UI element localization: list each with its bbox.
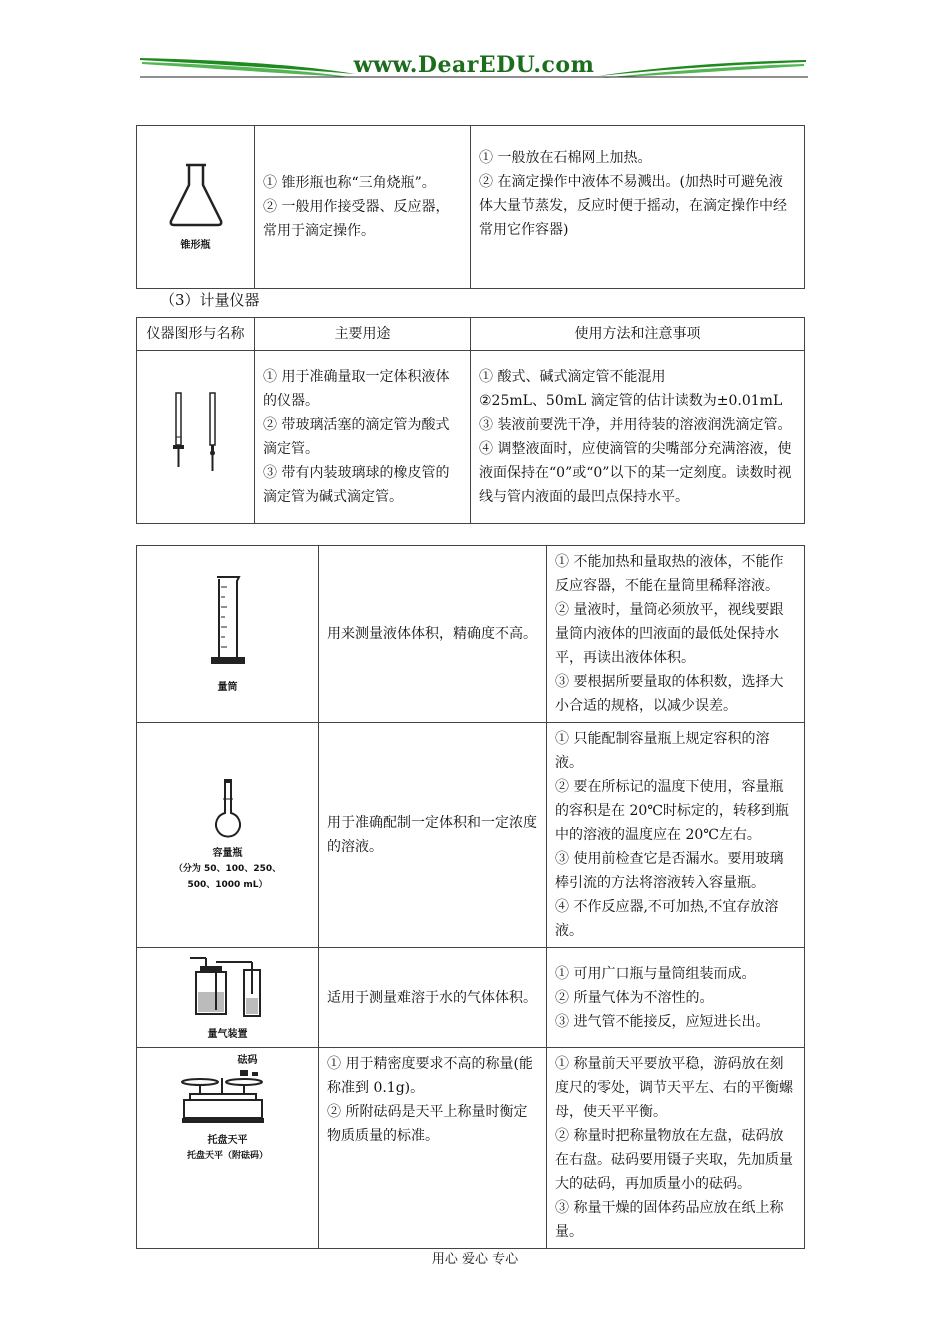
notes-text: ③ 要根据所要量取的体积数，选择大小合适的规格，以减少误差。 — [555, 674, 784, 714]
usage-cell — [319, 1048, 547, 1249]
usage-text: ① 用于准确量取一定体积液体的仪器。 — [263, 369, 450, 409]
usage-text: ① 用于精密度要求不高的称量(能称准到 0.1g)。 — [327, 1056, 533, 1096]
table-row — [137, 1048, 805, 1249]
measuring-cylinder-icon — [203, 573, 253, 673]
page-footer: 用心 爱心 专心 — [431, 1252, 519, 1267]
table-row — [137, 948, 805, 1048]
notes-cell — [547, 546, 805, 723]
table-row — [137, 546, 805, 723]
header-banner — [140, 50, 808, 84]
notes-text: ① 只能配制容量瓶上规定容积的溶液。 — [555, 731, 770, 771]
apparatus-image-cell — [137, 126, 255, 289]
site-logo-text: www.DearEDU.com — [353, 52, 595, 78]
apparatus-table-measuring — [136, 317, 805, 524]
notes-text: ③ 称量干燥的固体药品应放在纸上称量。 — [555, 1200, 784, 1240]
apparatus-caption: 锥形瓶 — [180, 240, 211, 251]
usage-text: ② 带玻璃活塞的滴定管为酸式滴定管。 — [263, 417, 450, 457]
apparatus-caption-sub: 500、1000 mL） — [187, 880, 268, 890]
table-row — [137, 723, 805, 948]
platform-balance-icon — [178, 1068, 278, 1126]
notes-text: ② 称量时把称量物放在左盘，砝码放在右盘。砝码要用镊子夹取，先加质量大的砝码，再加质量小的砝码。 — [555, 1128, 793, 1192]
notes-text: ① 不能加热和量取热的液体，不能作反应容器，不能在量筒里稀释溶液。 — [555, 554, 784, 594]
notes-cell — [547, 1048, 805, 1249]
notes-cell — [471, 126, 805, 289]
apparatus-image-cell — [137, 1048, 319, 1249]
burette-icon — [156, 387, 236, 479]
usage-cell — [319, 723, 547, 948]
notes-cell — [547, 723, 805, 948]
usage-text: ② 一般用作接受器、反应器，常用于滴定操作。 — [263, 199, 450, 239]
usage-cell — [255, 126, 471, 289]
column-header: 仪器图形与名称 — [137, 318, 255, 351]
notes-text: ④ 调整液面时，应使滴管的尖嘴部分充满溶液，使液面保持在“0”或“0”以下的某一定刻度。读数时视线与管内液面的最凹点保持水平。 — [479, 441, 792, 505]
table-row — [137, 351, 805, 524]
notes-text: ③ 装液前要洗干净，并用待装的溶液润洗滴定管。 — [479, 417, 792, 433]
apparatus-caption: 容量瓶 — [212, 848, 243, 859]
notes-text: ③ 进气管不能接反，应短进长出。 — [555, 1013, 770, 1030]
notes-text: ②25mL、50mL 滴定管的估计读数为±0.01mL — [479, 393, 783, 409]
apparatus-table-containers — [136, 125, 805, 289]
column-header: 主要用途 — [255, 318, 471, 351]
usage-cell — [319, 948, 547, 1048]
usage-text: 用来测量液体体积，精确度不高。 — [327, 626, 537, 642]
apparatus-table-measuring-2 — [136, 545, 805, 1249]
notes-text: ① 酸式、碱式滴定管不能混用 — [479, 369, 666, 385]
notes-text: ① 一般放在石棉网上加热。 — [479, 150, 652, 166]
notes-cell — [471, 351, 805, 524]
gas-measuring-apparatus-icon — [186, 954, 270, 1020]
notes-text: ① 可用广口瓶与量筒组装而成。 — [555, 965, 756, 982]
apparatus-caption-top: 砝码 — [237, 1055, 258, 1066]
usage-cell — [255, 351, 471, 524]
usage-text: ② 所附砝码是天平上称量时衡定物质质量的标准。 — [327, 1104, 528, 1144]
apparatus-image-cell — [137, 351, 255, 524]
notes-text: ③ 使用前检查它是否漏水。要用玻璃棒引流的方法将溶液转入容量瓶。 — [555, 851, 784, 891]
usage-cell — [319, 546, 547, 723]
usage-text: ③ 带有内装玻璃球的橡皮管的滴定管为碱式滴定管。 — [263, 465, 450, 505]
conical-flask-icon — [165, 161, 227, 231]
apparatus-caption: 量气装置 — [207, 1028, 248, 1040]
notes-text: ② 要在所标记的温度下使用，容量瓶的容积是在 20℃时标定的，转移到瓶中的溶液的温度应在 20℃左右。 — [555, 779, 789, 843]
apparatus-image-cell — [137, 948, 319, 1048]
table-row — [137, 126, 805, 289]
apparatus-caption-sub: （分为 50、100、250、 — [173, 864, 282, 874]
section-title: （3）计量仪器 — [160, 291, 260, 309]
apparatus-image-cell — [137, 546, 319, 723]
notes-text: ② 所量气体为不溶性的。 — [555, 989, 714, 1006]
notes-text: ① 称量前天平要放平稳，游码放在刻度尺的零处，调节天平左、右的平衡螺母，使天平平衡。 — [555, 1056, 793, 1120]
notes-text: ② 量液时，量筒必须放平，视线要跟量筒内液体的凹液面的最低处保持水平，再读出液体体积。 — [555, 602, 784, 666]
apparatus-caption: 量筒 — [217, 682, 238, 693]
notes-text: ② 在滴定操作中液体不易溅出。(加热时可避免液体大量节蒸发，反应时便于摇动，在滴定操作中经常用它作容器) — [479, 174, 787, 238]
usage-text: 用于准确配制一定体积和一定浓度的溶液。 — [327, 815, 537, 855]
table-header-row — [137, 318, 805, 351]
volumetric-flask-icon — [208, 777, 248, 839]
apparatus-image-cell — [137, 723, 319, 948]
notes-text: ④ 不作反应器,不可加热,不宜存放溶液。 — [555, 899, 779, 939]
notes-cell — [547, 948, 805, 1048]
apparatus-caption: 托盘天平 — [207, 1135, 248, 1146]
usage-text: 适用于测量难溶于水的气体体积。 — [327, 989, 537, 1006]
apparatus-caption-sub: 托盘天平（附砝码） — [186, 1151, 268, 1161]
usage-text: ① 锥形瓶也称“三角烧瓶”。 — [263, 175, 436, 191]
column-header: 使用方法和注意事项 — [471, 318, 805, 351]
